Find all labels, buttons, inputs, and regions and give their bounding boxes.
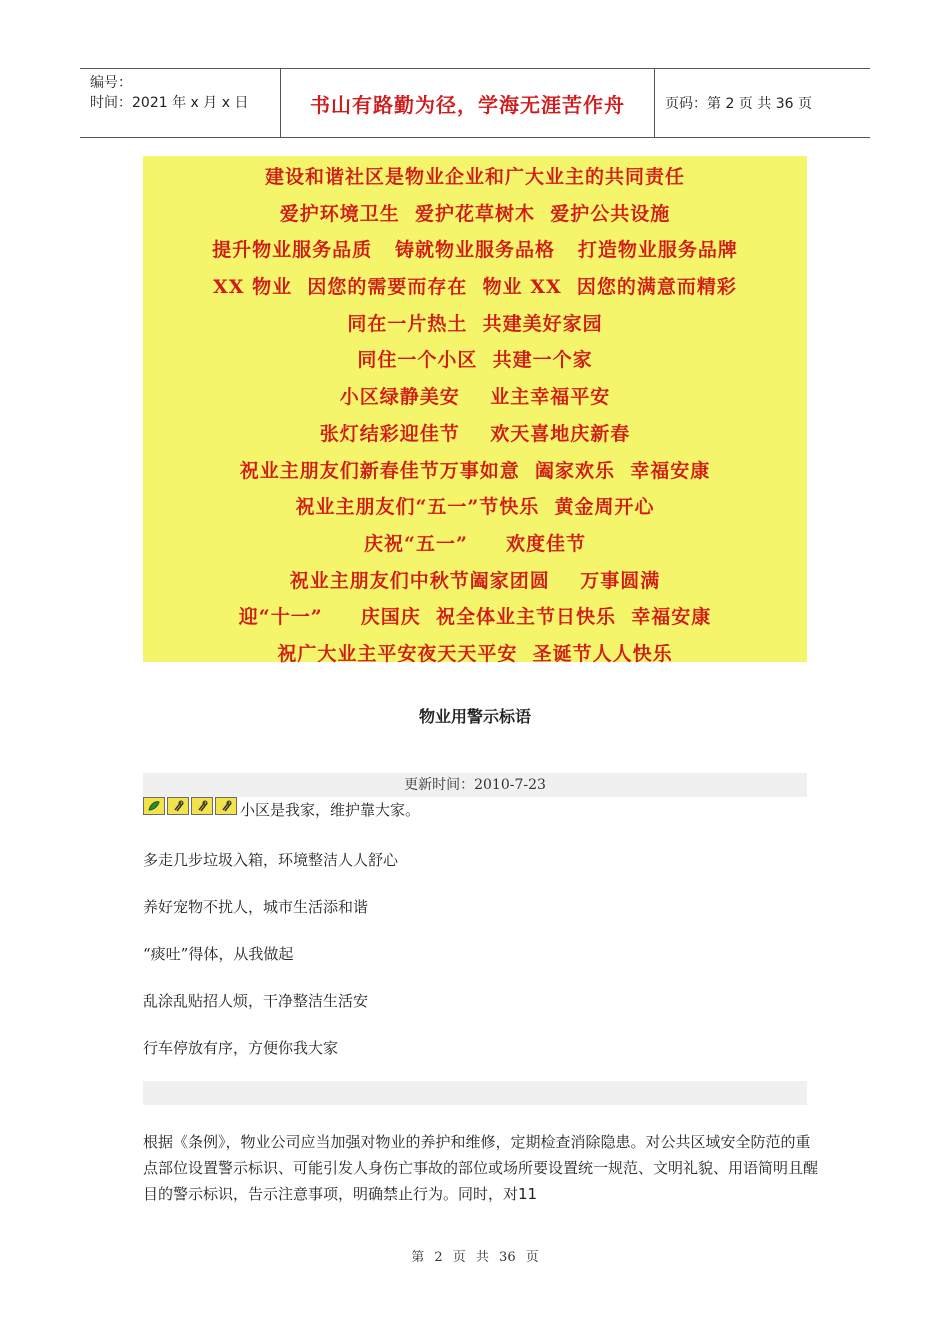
- header-page-label: 页码：第 2 页 共 36 页: [665, 96, 812, 112]
- divider-bar: [143, 1081, 807, 1105]
- warning-line: 多走几步垃圾入箱，环境整洁人人舒心: [143, 851, 399, 869]
- header-meta: [80, 69, 281, 137]
- article-title: 物业用警示标语: [418, 707, 531, 726]
- slogan-line: 张灯结彩迎佳节 欢天喜地庆新春: [319, 422, 631, 445]
- page-header: [80, 68, 870, 138]
- warning-line: 养好宠物不扰人，城市生活添和谐: [143, 898, 369, 916]
- slogan-line: 庆祝“五一” 欢度佳节: [364, 532, 586, 555]
- slogan-line: 祝广大业主平安夜天天平安 圣诞节人人快乐: [277, 642, 673, 665]
- document-number-label: 编号：: [90, 75, 132, 91]
- slogan-block: [143, 156, 807, 665]
- warning-line: 乱涂乱贴招人烦，干净整洁生活安: [143, 992, 369, 1010]
- slogan-line: 祝业主朋友们“五一”节快乐 黄金周开心: [295, 496, 655, 519]
- slogan-line: 小区绿静美安 业主幸福平安: [339, 386, 611, 409]
- slogan-line: 迎“十一” 庆国庆 祝全体业主节日快乐 幸福安康: [238, 606, 712, 629]
- slogan-line: 提升物业服务品质 铸就物业服务品格 打造物业服务品牌: [212, 239, 738, 262]
- paragraph-text: 根据《条例》，物业公司应当加强对物业的养护和维修，定期检查消除隐患。对公共区域安全防范的重点部位设置警示标识、可能引发人身伤亡事故的部位或场所要设置统一规范、文明礼貌、用语简明且醒目的警示标识，告示注意事项，明确禁止行为。同时，对: [143, 1133, 819, 1203]
- leaf-icon: [143, 797, 165, 815]
- warning-line: 行车停放有序，方便你我大家: [143, 1039, 339, 1057]
- slogan-line: 建设和谐社区是物业企业和广大业主的共同责任: [264, 166, 685, 188]
- slogan-line: 爱护环境卫生 爱护花草树木 爱护公共设施: [279, 202, 671, 225]
- warning-line: “痰吐”得体，从我做起: [143, 945, 294, 963]
- page-footer: 第 2 页 共 36 页: [411, 1250, 539, 1265]
- slogan-line: 祝业主朋友们新春佳节万事如意 阖家欢乐 幸福安康: [239, 459, 711, 482]
- body-paragraph: [143, 1129, 823, 1207]
- header-motto: 书山有路勤为径，学海无涯苦作舟: [281, 69, 655, 137]
- warning-line: 小区是我家，维护靠大家。: [240, 801, 421, 819]
- paragraph-tail: 11: [518, 1185, 538, 1203]
- clip-icon: [191, 797, 213, 815]
- slogan-line: 同住一个小区 共建一个家: [357, 349, 593, 372]
- clip-icon: [215, 797, 237, 815]
- document-date-label: 时间：2021 年 x 月 x 日: [90, 95, 249, 111]
- icon-row: [143, 797, 239, 815]
- slogan-line: 同在一片热土 共建美好家园: [347, 312, 603, 335]
- slogan-line: 祝业主朋友们中秋节阖家团圆 万事圆满: [289, 569, 661, 592]
- update-time: 更新时间：2010-7-23: [143, 773, 807, 797]
- slogan-line: XX 物业 因您的需要而存在 物业 XX 因您的满意而精彩: [213, 276, 737, 299]
- clip-icon: [167, 797, 189, 815]
